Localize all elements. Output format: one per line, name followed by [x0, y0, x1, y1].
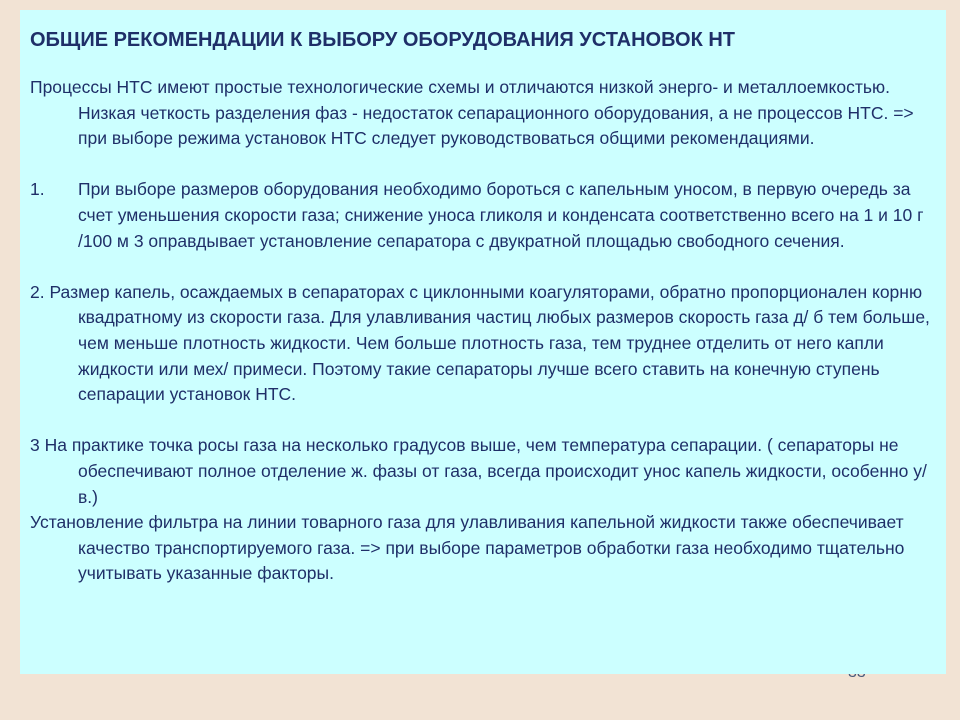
list-item-1: [30, 177, 936, 254]
spacer: [30, 408, 936, 434]
item-2-paragraph: 2. Размер капель, осаждаемых в сепараторах с циклонными коагуляторами, обратно пропорционален корню квадратному из скорости газа. Для улавливания частиц любых размеров скорость газа д/ б тем больше, чем меньше плотность жидкости. Чем больше плотность газа, тем труднее отделить от него капли жидкости или мех/ примеси. Поэтому такие сепараторы лучше всего ставить на конечную ступень сепарации установок НТС.: [30, 281, 930, 405]
item-3-paragraph: 3 На практике точка росы газа на несколько градусов выше, чем температура сепарации. ( сепараторы не обеспечивают полное отделение ж. фазы от газа, всегда происходит унос капель жидкости, особенно у/в.): [30, 435, 927, 507]
list-marker: 1.: [30, 179, 45, 200]
content-box: [20, 10, 946, 674]
spacer: [30, 152, 936, 178]
slide-title: ОБЩИЕ РЕКОМЕНДАЦИИ К ВЫБОРУ ОБОРУДОВАНИЯ УСТАНОВОК НТ: [30, 29, 736, 51]
conclusion-paragraph: Установление фильтра на линии товарного газа для улавливания капельной жидкости также обеспечивает качество транспортируемого газа. => при выборе параметров обработки газа необходимо тщательно учитывать указанные факторы.: [30, 512, 905, 584]
list-item-text: При выборе размеров оборудования необходимо бороться с капельным уносом, в первую очередь за счет уменьшения скорости газа; снижение уноса гликоля и конденсата соответственно всего на 1 и 10 г /100 м 3 оправдывает установление сепаратора с двукратной площадью свободного сечения.: [78, 179, 924, 251]
intro-paragraph: Процессы НТС имеют простые технологические схемы и отличаются низкой энерго- и металлоемкостью. Низкая четкость разделения фаз - недостаток сепарационного оборудования, а не процессов НТС. => при выборе режима установок НТС следует руководствоваться общими рекомендациями.: [30, 77, 914, 149]
spacer: [30, 254, 936, 280]
